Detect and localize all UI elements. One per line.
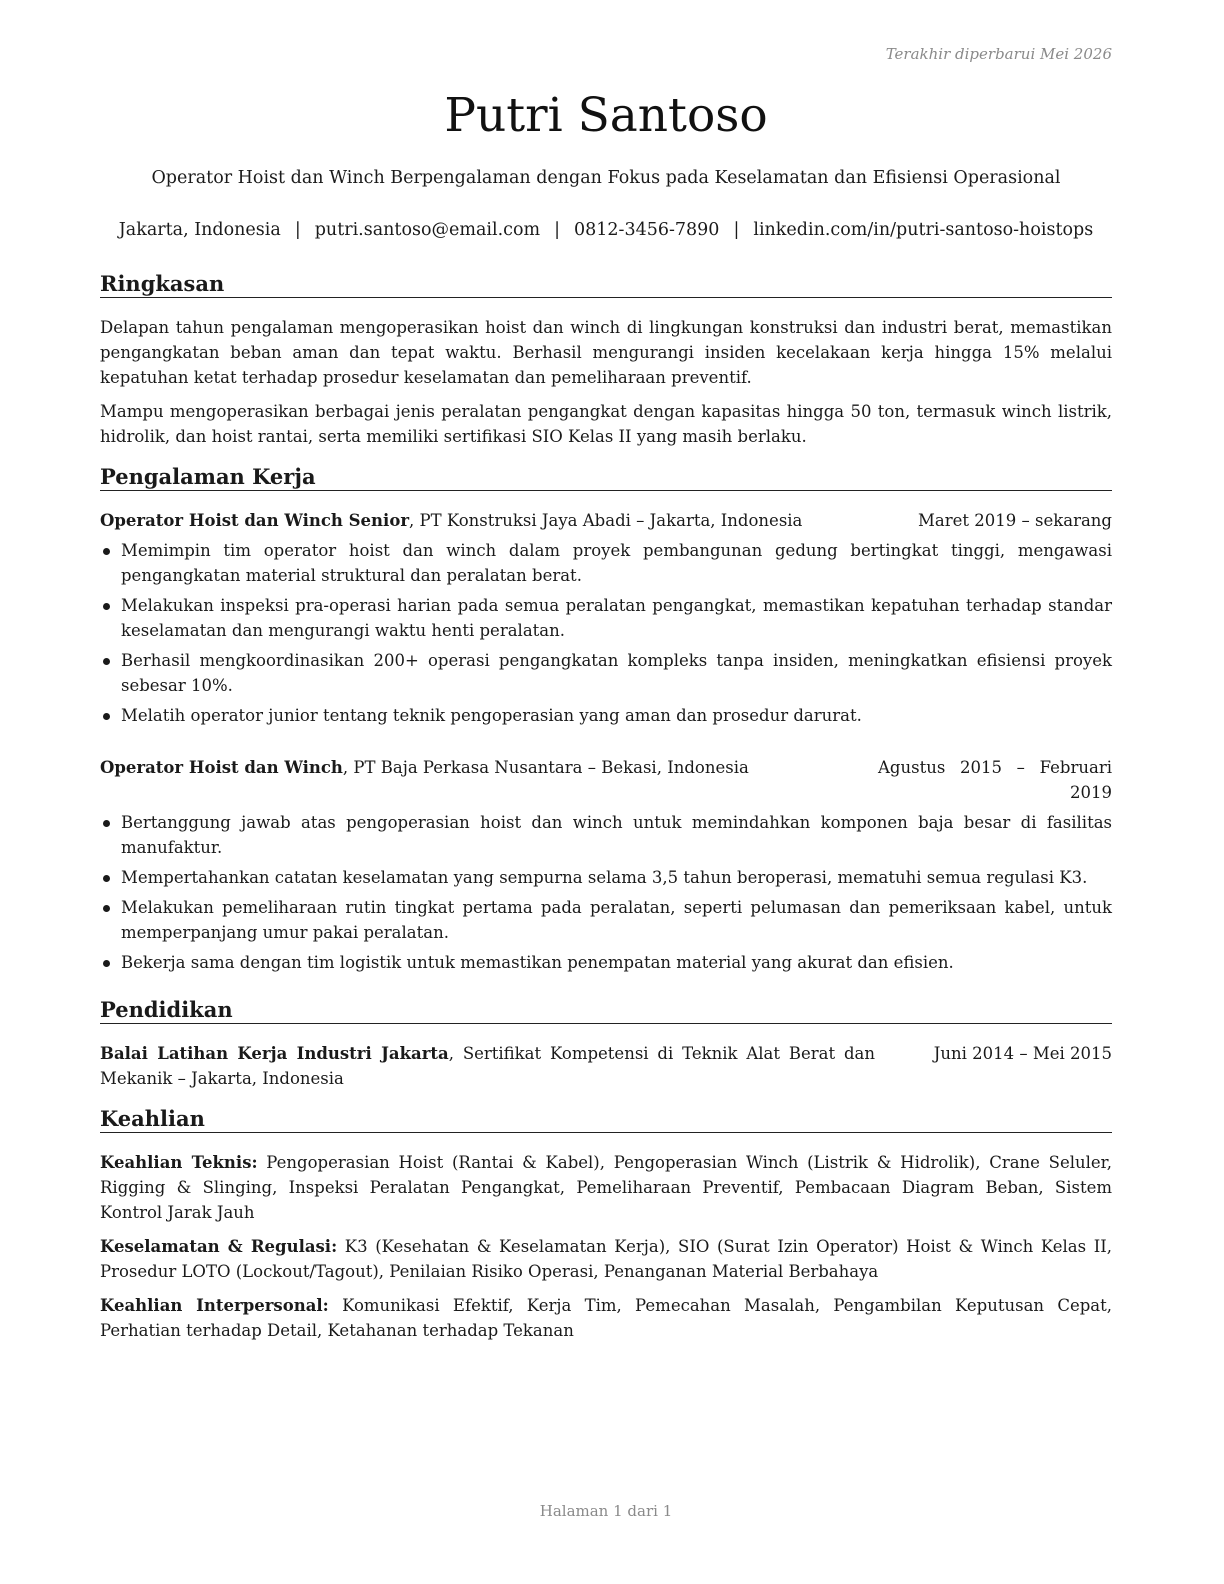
summary-paragraph: Mampu mengoperasikan berbagai jenis peralatan pengangkat dengan kapasitas hingga 50 ton, termasuk winch listrik, hidrolik, dan hoist rantai, serta memiliki sertifikasi SIO Kelas II yang masih berlaku.: [100, 402, 1112, 446]
contact-separator: |: [294, 220, 301, 240]
skill-text: K3 (Kesehatan & Keselamatan Kerja), SIO (Surat Izin Operator) Hoist & Winch Kelas II, Prosedur LOTO (Lockout/Tagout), Penilaian Risiko Operasi, Penanganan Material Berbahaya: [100, 1237, 1112, 1281]
skill-text: Pengoperasian Hoist (Rantai & Kabel), Pengoperasian Winch (Listrik & Hidrolik), Crane Seluler, Rigging & Slinging, Inspeksi Peralatan Pengangkat, Pemeliharaan Preventif, Pembacaan Diagram Beban, Sistem Kontrol Jarak Jauh: [100, 1153, 1112, 1222]
section-title-experience: Pengalaman Kerja: [100, 464, 1112, 491]
contact-location: Jakarta, Indonesia: [118, 220, 281, 240]
skill-label: Keahlian Teknis:: [100, 1153, 258, 1172]
page-number: Halaman 1 dari 1: [539, 1502, 673, 1520]
skill-label: Keselamatan & Regulasi:: [100, 1237, 338, 1256]
job-dates: Maret 2019 – sekarang: [918, 511, 1112, 530]
skill-group: [100, 1234, 1112, 1284]
contact-separator: |: [554, 220, 560, 240]
list-item: Bertanggung jawab atas pengoperasian hoist dan winch untuk memindahkan komponen baja besar di fasilitas manufaktur.: [100, 810, 1112, 860]
skill-group: [100, 1293, 1112, 1343]
list-item: Melakukan pemeliharaan rutin tingkat pertama pada peralatan, seperti pelumasan dan pemeriksaan kabel, untuk memperpanjang umur pakai peralatan.: [100, 895, 1112, 945]
job-role: Operator Hoist dan Winch Senior: [100, 511, 410, 530]
education-institution: Balai Latihan Kerja Industri Jakarta: [100, 1044, 449, 1063]
section-title-summary: Ringkasan: [100, 271, 1112, 298]
job-dates: Agustus 2015 – Februari 2019: [878, 758, 1112, 802]
job-bullets: [100, 538, 1112, 733]
education-entry: [100, 1041, 1112, 1091]
contact-separator: |: [733, 220, 740, 240]
resume-page: [100, 0, 1112, 1584]
headline: Operator Hoist dan Winch Berpengalaman dengan Fokus pada Keselamatan dan Efisiensi Operasional: [151, 168, 1061, 188]
education-dates: Juni 2014 – Mei 2015: [933, 1044, 1112, 1063]
contact-email[interactable]: putri.santoso@email.com: [314, 220, 541, 240]
summary-paragraph: Delapan tahun pengalaman mengoperasikan hoist dan winch di lingkungan konstruksi dan industri berat, memastikan pengangkatan beban aman dan tepat waktu. Berhasil mengurangi insiden kecelakaan kerja hingga 15% melalui kepatuhan ketat terhadap prosedur keselamatan dan pemeliharaan preventif.: [100, 318, 1112, 387]
section-title-skills: Keahlian: [100, 1106, 1112, 1133]
contact-linkedin[interactable]: linkedin.com/in/putri-santoso-hoistops: [753, 220, 1094, 240]
job-role: Operator Hoist dan Winch: [100, 758, 343, 777]
section-title-education: Pendidikan: [100, 997, 1112, 1024]
job-title-line: [100, 755, 749, 780]
job-bullets: [100, 810, 1112, 980]
job-company: , PT Baja Perkasa Nusantara – Bekasi, Indonesia: [342, 758, 749, 777]
list-item: Melakukan inspeksi pra-operasi harian pada semua peralatan pengangkat, memastikan kepatuhan terhadap standar keselamatan dan mengurangi waktu henti peralatan.: [100, 593, 1112, 643]
job-company: , PT Konstruksi Jaya Abadi – Jakarta, Indonesia: [409, 511, 803, 530]
education-detail: , Sertifikat Kompetensi di Teknik Alat Berat dan Mekanik – Jakarta, Indonesia: [100, 1044, 875, 1088]
list-item: Memimpin tim operator hoist dan winch dalam proyek pembangunan gedung bertingkat tinggi, mengawasi pengangkatan material struktural dan peralatan berat.: [100, 538, 1112, 588]
skill-text: Komunikasi Efektif, Kerja Tim, Pemecahan Masalah, Pengambilan Keputusan Cepat, Perhatian terhadap Detail, Ketahanan terhadap Tekanan: [100, 1296, 1112, 1340]
list-item: Melatih operator junior tentang teknik pengoperasian yang aman dan prosedur darurat.: [100, 703, 1112, 728]
skill-group: [100, 1150, 1112, 1225]
contact-phone: 0812-3456-7890: [574, 220, 720, 240]
last-updated: Terakhir diperbarui Mei 2026: [885, 45, 1112, 63]
job-title-line: [100, 508, 802, 533]
candidate-name: Putri Santoso: [444, 88, 768, 143]
list-item: Bekerja sama dengan tim logistik untuk memastikan penempatan material yang akurat dan efisien.: [100, 950, 1112, 975]
contact-line: [100, 220, 1112, 240]
education-line: [100, 1041, 875, 1091]
list-item: Mempertahankan catatan keselamatan yang sempurna selama 3,5 tahun beroperasi, mematuhi semua regulasi K3.: [100, 865, 1112, 890]
skill-label: Keahlian Interpersonal:: [100, 1296, 329, 1315]
list-item: Berhasil mengkoordinasikan 200+ operasi pengangkatan kompleks tanpa insiden, meningkatkan efisiensi proyek sebesar 10%.: [100, 648, 1112, 698]
